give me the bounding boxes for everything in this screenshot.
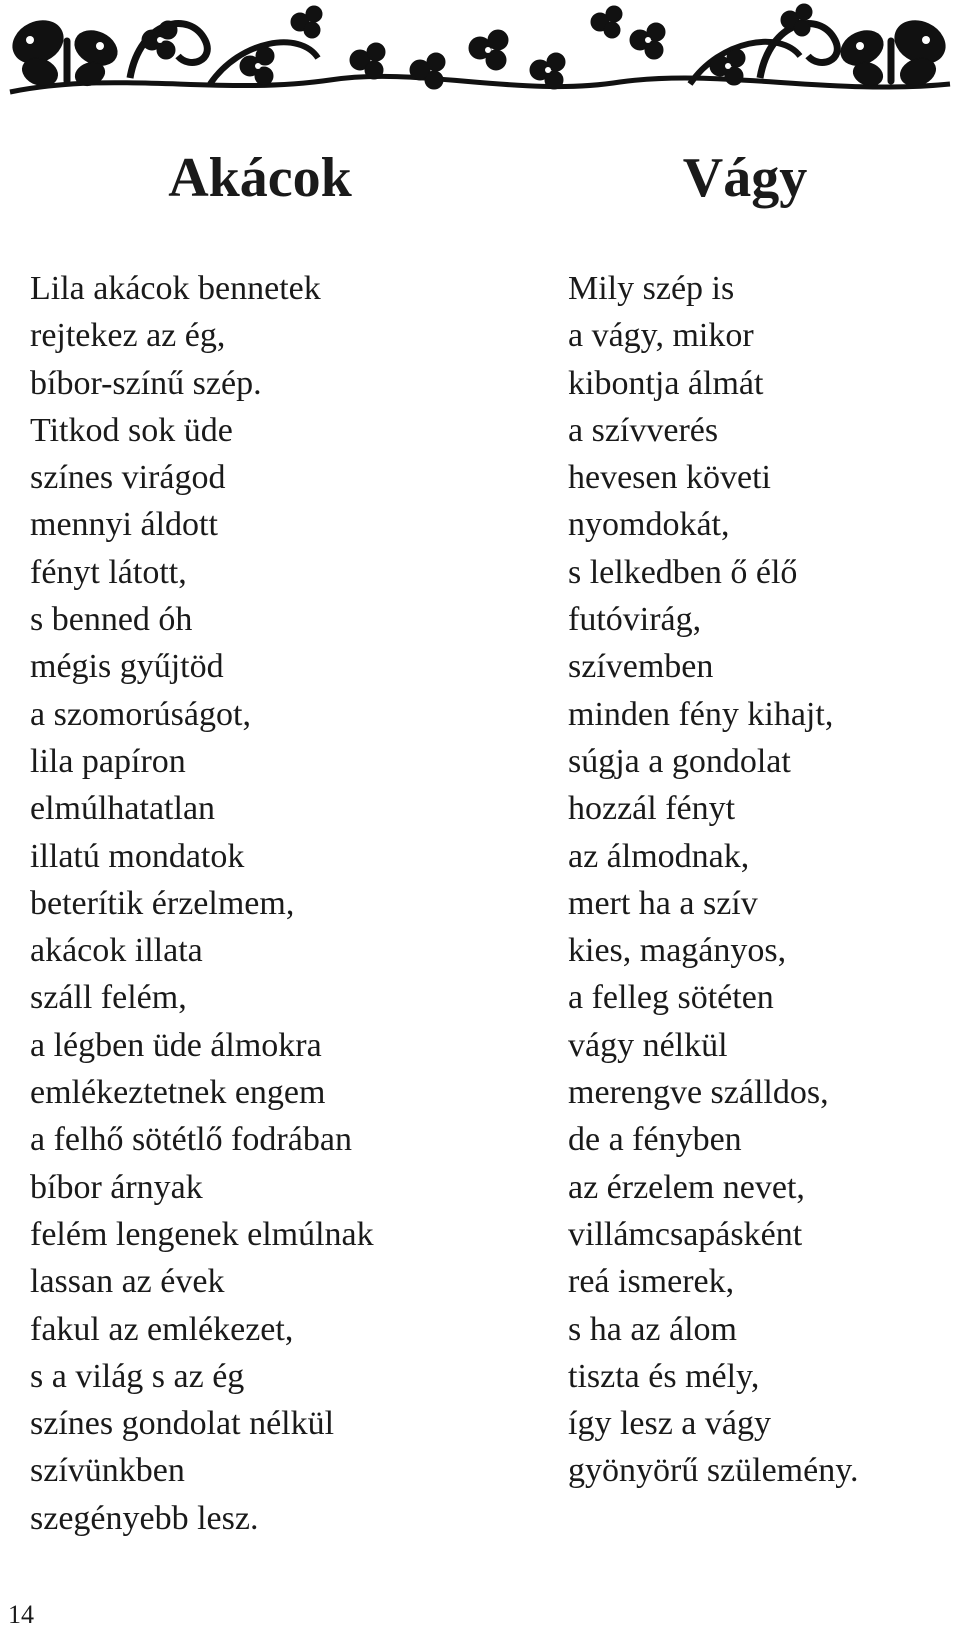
poem-line: mégis gyűjtöd <box>30 648 224 686</box>
page-number: 14 <box>8 1600 34 1629</box>
poem-line: beterítik érzelmem, <box>30 884 295 922</box>
poem-line: hevesen követi <box>568 459 771 497</box>
poem-line: akácok illata <box>30 932 203 970</box>
poem-line: a szomorúságot, <box>30 695 251 733</box>
poem-line: minden fény kihajt, <box>568 695 834 733</box>
poem-akacok <box>30 265 490 1542</box>
poem-line: kies, magányos, <box>568 932 787 970</box>
poem-line: a felhő sötétlő fodrában <box>30 1121 352 1159</box>
poem-line: szívemben <box>568 648 714 686</box>
poem-line: szegényebb lesz. <box>30 1499 259 1537</box>
poem-line: merengve szálldos, <box>568 1074 829 1112</box>
poem-line: de a fényben <box>568 1121 742 1159</box>
poem-line: hozzál fényt <box>568 790 736 828</box>
poem-line: Lila akácok bennetek <box>30 270 321 307</box>
poem-title-vagy: Vágy <box>682 147 808 209</box>
poem-line: fakul az emlékezet, <box>30 1310 294 1348</box>
flower-cluster-center-icon <box>410 6 665 89</box>
poem-line: színes virágod <box>30 459 226 497</box>
poem-vagy <box>568 265 958 1495</box>
poem-line: mennyi áldott <box>30 506 218 544</box>
poem-line: nyomdokát, <box>568 506 730 544</box>
poem-line: súgja a gondolat <box>568 742 791 780</box>
poem-line: a szívverés <box>568 411 719 449</box>
poem-line: az érzelem nevet, <box>568 1168 805 1206</box>
poem-line: villámcsapásként <box>568 1215 803 1253</box>
poem-line: felém lengenek elmúlnak <box>30 1215 374 1253</box>
poem-line: bíbor árnyak <box>30 1168 203 1206</box>
poem-line: lila papíron <box>30 742 186 780</box>
poem-line: s ha az álom <box>568 1310 737 1348</box>
poem-line: mert ha a szív <box>568 884 758 922</box>
poem-line: reá ismerek, <box>568 1263 735 1301</box>
poem-line: illatú mondatok <box>30 837 245 875</box>
poem-line: lassan az évek <box>30 1263 225 1301</box>
poem-line: tiszta és mély, <box>568 1357 760 1395</box>
poem-line: az álmodnak, <box>568 837 750 875</box>
poem-line: szívünkben <box>30 1452 185 1490</box>
butterfly-right-icon <box>835 13 952 90</box>
poem-line: gyönyörű szülemény. <box>568 1452 859 1490</box>
poem-line: futóvirág, <box>568 601 702 639</box>
poem-line: s a világ s az ég <box>30 1357 245 1395</box>
poem-line: s lelkedben ő élő <box>568 553 798 591</box>
poem-line: Titkod sok üde <box>30 411 233 449</box>
poem-line: színes gondolat nélkül <box>30 1405 335 1443</box>
poem-line: kibontja álmát <box>568 364 764 402</box>
poem-line: bíbor-színű szép. <box>30 364 262 402</box>
poem-line: Mily szép is <box>568 270 735 307</box>
poem-line: rejtekez az ég, <box>30 317 226 355</box>
poem-line: száll felém, <box>30 979 187 1017</box>
poem-line: elmúlhatatlan <box>30 790 216 828</box>
poem-line: s benned óh <box>30 601 193 639</box>
poem-line: a vágy, mikor <box>568 317 754 355</box>
poem-line: a felleg sötéten <box>568 979 774 1017</box>
poem-line: így lesz a vágy <box>568 1405 771 1443</box>
poem-line: fényt látott, <box>30 553 187 591</box>
poem-line: emlékeztetnek engem <box>30 1074 326 1112</box>
poem-title-akacok: Akácok <box>168 147 352 209</box>
poem-line: vágy nélkül <box>568 1026 728 1064</box>
poem-line: a légben üde álmokra <box>30 1026 322 1064</box>
floral-butterfly-ornament <box>0 0 960 110</box>
butterfly-left-icon <box>6 13 123 90</box>
